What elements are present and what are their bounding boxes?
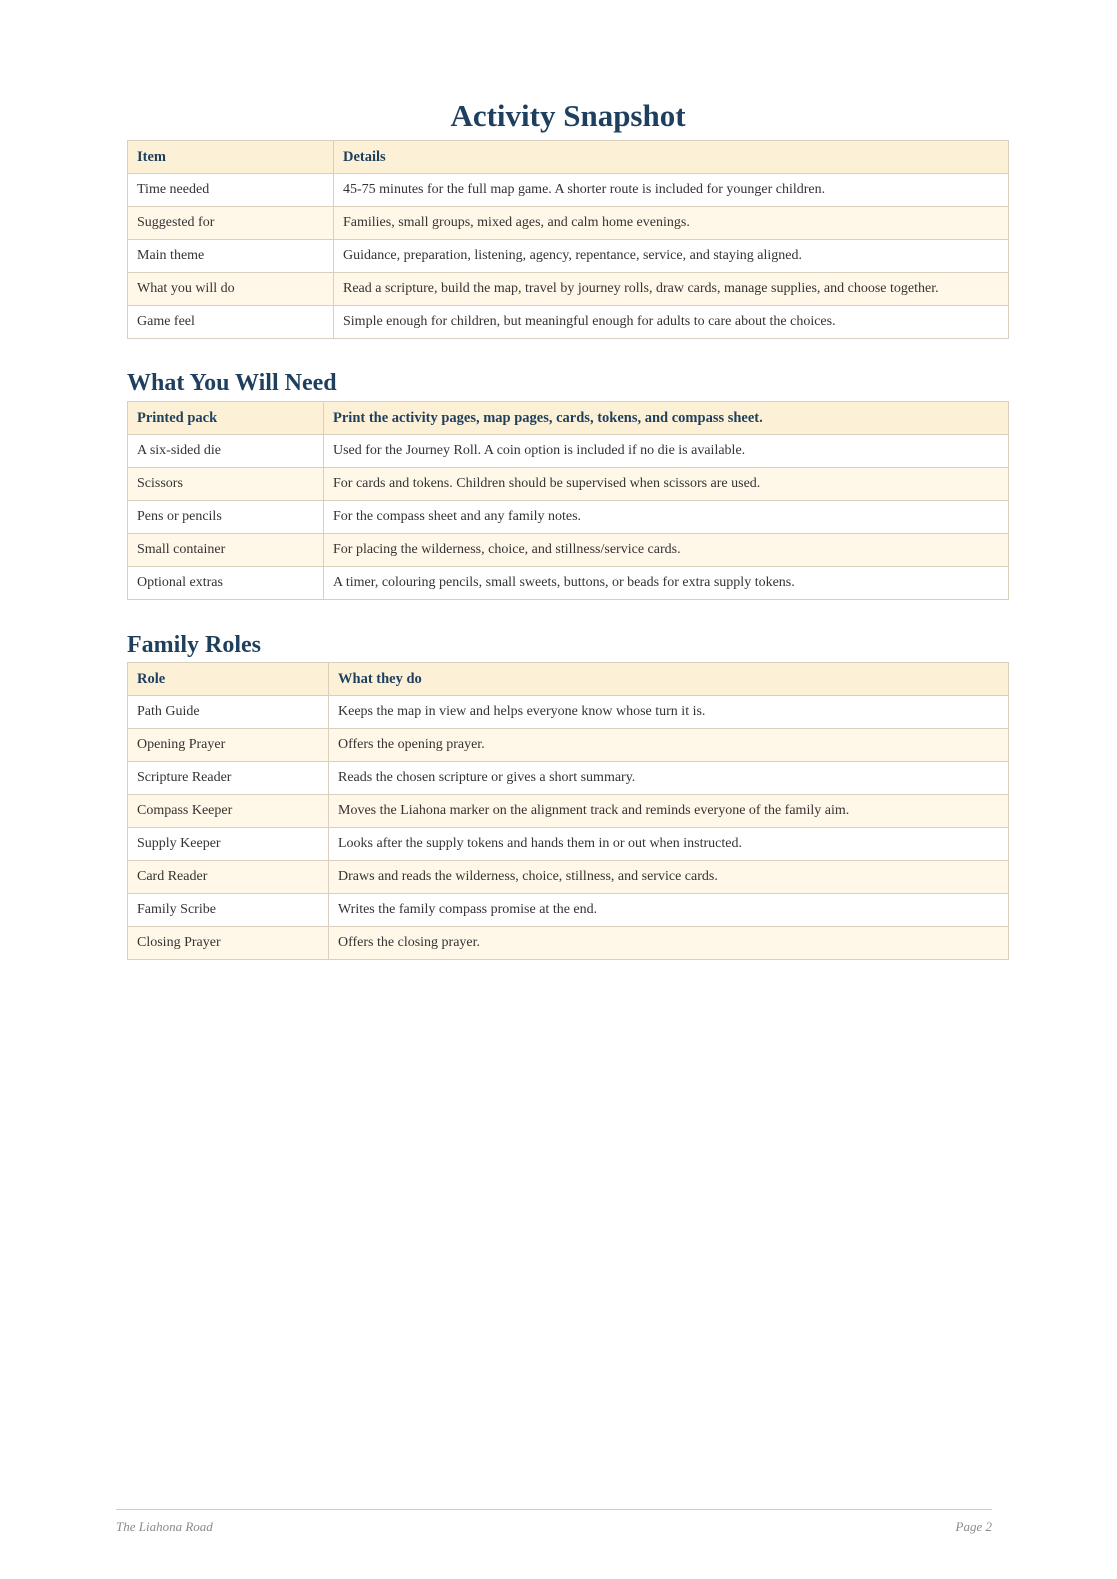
- table-row: [128, 927, 1009, 960]
- row-label-cell: Main theme: [128, 240, 334, 273]
- row-detail-cell: For placing the wilderness, choice, and stillness/service cards.: [324, 534, 1009, 567]
- row-detail-cell: Moves the Liahona marker on the alignment track and reminds everyone of the family aim.: [329, 795, 1009, 828]
- footer-document-title: The Liahona Road: [116, 1519, 213, 1534]
- table-header-row: [128, 402, 1009, 435]
- table-row: [128, 828, 1009, 861]
- row-detail-cell: Guidance, preparation, listening, agency, repentance, service, and staying aligned.: [334, 240, 1009, 273]
- table-header-row: [128, 141, 1009, 174]
- row-label-cell: Scissors: [128, 468, 324, 501]
- page-footer: [116, 1509, 992, 1540]
- column-header: Item: [128, 141, 334, 174]
- table-row: [128, 207, 1009, 240]
- row-detail-cell: Used for the Journey Roll. A coin option is included if no die is available.: [324, 435, 1009, 468]
- row-label-cell: Suggested for: [128, 207, 334, 240]
- table-row: [128, 306, 1009, 339]
- table-row: [128, 468, 1009, 501]
- row-label-cell: Scripture Reader: [128, 762, 329, 795]
- column-header: Details: [334, 141, 1009, 174]
- row-label-cell: Opening Prayer: [128, 729, 329, 762]
- snapshot-table: [127, 140, 1009, 339]
- table-row: [128, 273, 1009, 306]
- supplies-table: [127, 401, 1009, 600]
- table-row: [128, 174, 1009, 207]
- table-row: [128, 534, 1009, 567]
- table-header-row: [128, 663, 1009, 696]
- row-detail-cell: Reads the chosen scripture or gives a short summary.: [329, 762, 1009, 795]
- column-header: Printed pack: [128, 402, 324, 435]
- row-label-cell: Compass Keeper: [128, 795, 329, 828]
- page-title: Activity Snapshot: [450, 98, 686, 133]
- section-heading-need: What You Will Need: [127, 370, 337, 396]
- row-detail-cell: For cards and tokens. Children should be supervised when scissors are used.: [324, 468, 1009, 501]
- row-label-cell: Supply Keeper: [128, 828, 329, 861]
- row-detail-cell: Read a scripture, build the map, travel by journey rolls, draw cards, manage supplies, and choose together.: [334, 273, 1009, 306]
- row-detail-cell: Offers the closing prayer.: [329, 927, 1009, 960]
- row-detail-cell: Families, small groups, mixed ages, and calm home evenings.: [334, 207, 1009, 240]
- row-detail-cell: Keeps the map in view and helps everyone know whose turn it is.: [329, 696, 1009, 729]
- row-label-cell: Family Scribe: [128, 894, 329, 927]
- table-row: [128, 729, 1009, 762]
- row-detail-cell: 45-75 minutes for the full map game. A shorter route is included for younger children.: [334, 174, 1009, 207]
- table-row: [128, 501, 1009, 534]
- table-row: [128, 762, 1009, 795]
- row-label-cell: Card Reader: [128, 861, 329, 894]
- roles-table: [127, 662, 1009, 960]
- row-detail-cell: Writes the family compass promise at the end.: [329, 894, 1009, 927]
- table-row: [128, 567, 1009, 600]
- row-detail-cell: Simple enough for children, but meaningful enough for adults to care about the choices.: [334, 306, 1009, 339]
- row-label-cell: Small container: [128, 534, 324, 567]
- table-row: [128, 435, 1009, 468]
- row-label-cell: Time needed: [128, 174, 334, 207]
- column-header: Role: [128, 663, 329, 696]
- table-row: [128, 696, 1009, 729]
- row-detail-cell: Draws and reads the wilderness, choice, stillness, and service cards.: [329, 861, 1009, 894]
- row-label-cell: A six-sided die: [128, 435, 324, 468]
- section-heading-roles: Family Roles: [127, 632, 261, 658]
- row-detail-cell: For the compass sheet and any family notes.: [324, 501, 1009, 534]
- row-detail-cell: A timer, colouring pencils, small sweets, buttons, or beads for extra supply tokens.: [324, 567, 1009, 600]
- table-row: [128, 861, 1009, 894]
- row-detail-cell: Looks after the supply tokens and hands them in or out when instructed.: [329, 828, 1009, 861]
- column-header: Print the activity pages, map pages, cards, tokens, and compass sheet.: [324, 402, 1009, 435]
- table-row: [128, 894, 1009, 927]
- footer-page-number: Page 2: [955, 1519, 992, 1534]
- row-label-cell: Pens or pencils: [128, 501, 324, 534]
- table-row: [128, 795, 1009, 828]
- row-label-cell: Path Guide: [128, 696, 329, 729]
- table-row: [128, 240, 1009, 273]
- column-header: What they do: [329, 663, 1009, 696]
- row-detail-cell: Offers the opening prayer.: [329, 729, 1009, 762]
- row-label-cell: Closing Prayer: [128, 927, 329, 960]
- row-label-cell: Optional extras: [128, 567, 324, 600]
- row-label-cell: What you will do: [128, 273, 334, 306]
- row-label-cell: Game feel: [128, 306, 334, 339]
